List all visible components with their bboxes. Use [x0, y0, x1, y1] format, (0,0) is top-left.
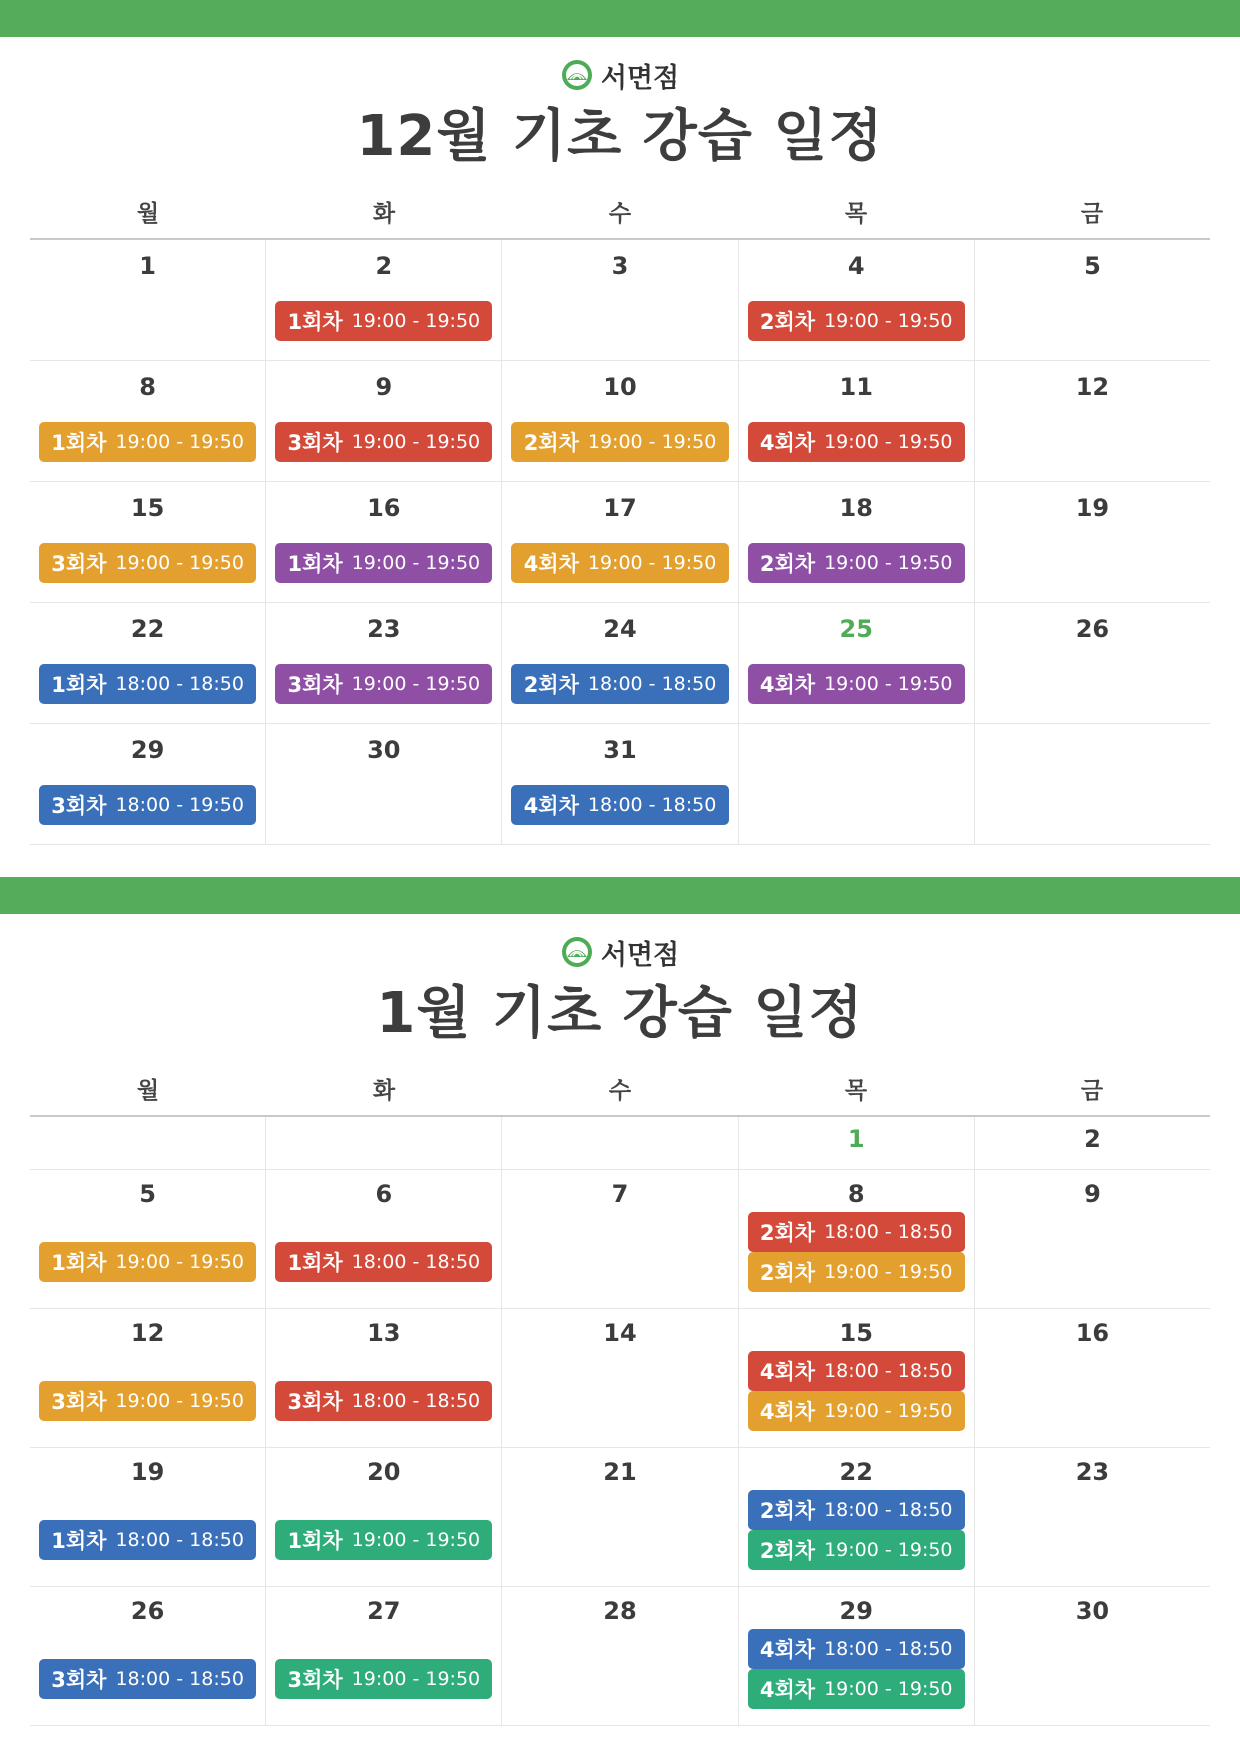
- session-badge[interactable]: [748, 1252, 965, 1292]
- day-cell: [30, 361, 266, 481]
- weekday-header: [30, 1067, 1210, 1117]
- day-cell: [502, 1170, 738, 1308]
- day-number: 14: [603, 1319, 637, 1347]
- session-number: 3회차: [287, 431, 343, 455]
- session-time: 19:00 - 19:50: [824, 552, 953, 574]
- day-cell: [739, 1448, 975, 1586]
- day-number: 21: [603, 1458, 637, 1486]
- session-number: 2회차: [759, 1221, 816, 1245]
- session-time: 18:00 - 18:50: [587, 794, 717, 816]
- day-cell: [30, 240, 266, 360]
- day-cell: [975, 1448, 1210, 1586]
- day-cell: [975, 603, 1210, 723]
- day-cell: [975, 1587, 1210, 1725]
- day-cell: [266, 1309, 502, 1447]
- session-badge[interactable]: [748, 301, 965, 341]
- store-name: 서면점: [600, 62, 680, 94]
- session-badge[interactable]: [39, 664, 256, 704]
- session-badge[interactable]: [748, 543, 965, 583]
- session-badge[interactable]: [39, 1242, 256, 1282]
- day-cell: [502, 724, 738, 844]
- session-badge[interactable]: [275, 1520, 492, 1560]
- day-cell: [266, 240, 502, 360]
- session-badge[interactable]: [748, 1669, 965, 1709]
- day-cell: [502, 482, 738, 602]
- session-number: 4회차: [759, 431, 816, 455]
- session-badge[interactable]: [39, 1659, 256, 1699]
- day-cell: [266, 724, 502, 844]
- day-cell: [502, 1117, 738, 1169]
- day-number: 6: [375, 1180, 393, 1208]
- day-cell: [266, 1170, 502, 1308]
- session-badge[interactable]: [511, 543, 728, 583]
- day-number: 8: [139, 373, 156, 401]
- day-number: 15: [130, 494, 165, 522]
- day-number: 30: [1075, 1597, 1110, 1625]
- day-cell: [266, 482, 502, 602]
- day-cell: [739, 1117, 975, 1169]
- weekday-label: 월: [136, 201, 160, 227]
- store-logo-icon: [561, 936, 593, 968]
- day-number: 19: [130, 1458, 165, 1486]
- day-cell: [30, 1448, 266, 1586]
- day-number: [30, 1117, 265, 1155]
- session-badge[interactable]: [275, 1659, 492, 1699]
- day-number: 5: [1084, 252, 1101, 280]
- calendar-grid: [30, 190, 1210, 845]
- session-time: 19:00 - 19:50: [587, 552, 717, 574]
- session-badge[interactable]: [511, 422, 728, 462]
- session-badge[interactable]: [39, 1381, 256, 1421]
- session-time: 19:00 - 19:50: [351, 552, 481, 574]
- session-number: 3회차: [51, 552, 107, 576]
- day-cell: [975, 1170, 1210, 1308]
- session-number: 2회차: [759, 1499, 816, 1523]
- day-number: [502, 1117, 737, 1155]
- day-number: 19: [1075, 494, 1110, 522]
- day-cell: [739, 482, 975, 602]
- store-name: 서면점: [600, 939, 680, 971]
- day-number: 24: [603, 615, 637, 643]
- day-cell: [30, 1170, 266, 1308]
- session-time: 18:00 - 18:50: [824, 1360, 953, 1382]
- session-number: 1회차: [51, 431, 107, 455]
- day-cell: [502, 1448, 738, 1586]
- session-number: 2회차: [523, 431, 579, 455]
- session-time: 19:00 - 19:50: [351, 673, 481, 695]
- day-number: 17: [603, 494, 637, 522]
- day-number: 29: [130, 736, 165, 764]
- day-number: 2: [375, 252, 393, 280]
- day-number: 30: [367, 736, 401, 764]
- weekday-label: 금: [1080, 201, 1104, 227]
- store-header: [0, 57, 1240, 93]
- session-time: 19:00 - 19:50: [824, 431, 953, 453]
- day-number: 7: [611, 1180, 629, 1208]
- day-cell: [739, 1587, 975, 1725]
- session-time: 19:00 - 19:50: [824, 1261, 953, 1283]
- session-number: 3회차: [287, 1668, 343, 1692]
- session-time: 19:00 - 19:50: [824, 1400, 953, 1422]
- session-time: 18:00 - 18:50: [115, 1668, 244, 1690]
- day-number: 18: [839, 494, 873, 522]
- session-number: 3회차: [287, 1390, 343, 1414]
- session-badge[interactable]: [275, 301, 492, 341]
- week-row: [30, 1587, 1210, 1726]
- session-number: 1회차: [287, 310, 343, 334]
- calendar-january: [0, 877, 1240, 1702]
- day-number: 20: [367, 1458, 401, 1486]
- week-row: [30, 724, 1210, 845]
- session-time: 19:00 - 19:50: [351, 1529, 481, 1551]
- session-time: 19:00 - 19:50: [115, 552, 244, 574]
- day-cell: [30, 1117, 266, 1169]
- weekday-label: 월: [136, 1078, 160, 1104]
- weekday-header: [30, 190, 1210, 240]
- session-number: 2회차: [759, 1261, 816, 1285]
- session-time: 18:00 - 18:50: [351, 1251, 481, 1273]
- calendar-title: 12월 기초 강습 일정: [356, 104, 884, 169]
- store-header: [0, 934, 1240, 970]
- session-badge[interactable]: [275, 1242, 492, 1282]
- day-number: 16: [367, 494, 401, 522]
- day-number: 25: [839, 615, 873, 643]
- day-cell: [502, 361, 738, 481]
- session-number: 1회차: [287, 552, 343, 576]
- session-badge[interactable]: [748, 664, 965, 704]
- session-time: 19:00 - 19:50: [824, 1539, 953, 1561]
- day-cell: [739, 724, 975, 844]
- session-time: 19:00 - 19:50: [824, 310, 953, 332]
- day-number: 27: [367, 1597, 401, 1625]
- day-cell: [975, 724, 1210, 844]
- day-number: 11: [839, 373, 873, 401]
- weekday-label: 금: [1080, 1078, 1104, 1104]
- session-number: 3회차: [51, 794, 107, 818]
- day-cell: [30, 1587, 266, 1725]
- weekday-label: 수: [608, 201, 632, 227]
- week-row: [30, 1170, 1210, 1309]
- session-badge[interactable]: [748, 1490, 965, 1530]
- week-row: [30, 240, 1210, 361]
- day-number: 2: [1084, 1125, 1101, 1153]
- weekday-label: 화: [372, 201, 396, 227]
- session-time: 18:00 - 18:50: [587, 673, 717, 695]
- day-number: 5: [139, 1180, 156, 1208]
- day-cell: [739, 1170, 975, 1308]
- day-number: 3: [611, 252, 629, 280]
- session-badge[interactable]: [511, 785, 728, 825]
- session-number: 4회차: [759, 1360, 816, 1384]
- session-number: 2회차: [759, 310, 816, 334]
- session-badge[interactable]: [748, 422, 965, 462]
- day-number: 9: [1084, 1180, 1101, 1208]
- session-time: 18:00 - 18:50: [115, 1529, 244, 1551]
- session-time: 19:00 - 19:50: [351, 310, 481, 332]
- weekday-label: 목: [844, 1078, 868, 1104]
- day-number: 26: [130, 1597, 165, 1625]
- session-badge[interactable]: [275, 664, 492, 704]
- weekday-label: 화: [372, 1078, 396, 1104]
- session-badge[interactable]: [275, 1381, 492, 1421]
- session-badge[interactable]: [39, 1520, 256, 1560]
- session-time: 18:00 - 18:50: [824, 1638, 953, 1660]
- day-cell: [266, 1587, 502, 1725]
- week-row: [30, 1309, 1210, 1448]
- day-number: 1: [847, 1125, 865, 1153]
- session-time: 19:00 - 19:50: [824, 673, 953, 695]
- day-number: [975, 724, 1210, 766]
- session-time: 18:00 - 18:50: [824, 1499, 953, 1521]
- session-time: 19:00 - 19:50: [824, 1678, 953, 1700]
- day-number: 15: [839, 1319, 873, 1347]
- day-cell: [502, 240, 738, 360]
- day-cell: [502, 1587, 738, 1725]
- day-cell: [975, 240, 1210, 360]
- session-number: 4회차: [759, 1678, 816, 1702]
- session-time: 19:00 - 19:50: [351, 1668, 481, 1690]
- session-badge[interactable]: [39, 543, 256, 583]
- session-time: 18:00 - 18:50: [824, 1221, 953, 1243]
- week-row: [30, 361, 1210, 482]
- session-time: 19:00 - 19:50: [351, 431, 481, 453]
- session-badge[interactable]: [748, 1351, 965, 1391]
- day-cell: [975, 1117, 1210, 1169]
- calendar-title: 1월 기초 강습 일정: [376, 981, 864, 1046]
- day-number: 13: [367, 1319, 401, 1347]
- day-number: 12: [130, 1319, 165, 1347]
- store-logo-icon: [561, 59, 593, 91]
- day-number: 8: [847, 1180, 865, 1208]
- day-cell: [30, 482, 266, 602]
- day-cell: [502, 603, 738, 723]
- day-cell: [739, 361, 975, 481]
- weekday-label: 수: [608, 1078, 632, 1104]
- week-row: [30, 1448, 1210, 1587]
- session-number: 4회차: [523, 794, 579, 818]
- day-cell: [502, 1309, 738, 1447]
- day-cell: [739, 603, 975, 723]
- day-number: 22: [839, 1458, 873, 1486]
- day-number: 1: [139, 252, 156, 280]
- day-number: 28: [603, 1597, 637, 1625]
- session-badge[interactable]: [748, 1391, 965, 1431]
- session-number: 1회차: [287, 1251, 343, 1275]
- day-cell: [30, 1309, 266, 1447]
- session-badge[interactable]: [748, 1212, 965, 1252]
- header-bar: [0, 877, 1240, 914]
- weekday-label: 목: [844, 201, 868, 227]
- session-badge[interactable]: [275, 422, 492, 462]
- week-row: [30, 1117, 1210, 1170]
- day-number: 23: [1075, 1458, 1110, 1486]
- day-number: 31: [603, 736, 637, 764]
- day-number: 16: [1075, 1319, 1110, 1347]
- session-number: 1회차: [51, 673, 107, 697]
- session-badge[interactable]: [39, 422, 256, 462]
- session-number: 4회차: [759, 1400, 816, 1424]
- day-cell: [739, 240, 975, 360]
- header-bar: [0, 0, 1240, 37]
- session-badge[interactable]: [748, 1530, 965, 1570]
- day-cell: [975, 361, 1210, 481]
- session-number: 1회차: [51, 1251, 107, 1275]
- day-number: 23: [367, 615, 401, 643]
- session-time: 18:00 - 18:50: [351, 1390, 481, 1412]
- day-number: [266, 1117, 501, 1155]
- session-number: 2회차: [759, 552, 816, 576]
- session-number: 3회차: [51, 1668, 107, 1692]
- day-number: 29: [839, 1597, 873, 1625]
- session-badge[interactable]: [275, 543, 492, 583]
- day-number: [739, 724, 974, 766]
- day-cell: [266, 361, 502, 481]
- session-number: 3회차: [287, 673, 343, 697]
- session-number: 1회차: [287, 1529, 343, 1553]
- week-row: [30, 482, 1210, 603]
- day-cell: [975, 1309, 1210, 1447]
- day-number: 4: [847, 252, 865, 280]
- session-badge[interactable]: [748, 1629, 965, 1669]
- session-badge[interactable]: [511, 664, 728, 704]
- week-row: [30, 603, 1210, 724]
- day-number: 26: [1075, 615, 1110, 643]
- day-number: 9: [375, 373, 393, 401]
- day-cell: [30, 603, 266, 723]
- session-time: 18:00 - 18:50: [115, 673, 244, 695]
- session-time: 18:00 - 19:50: [115, 794, 244, 816]
- calendar-december: [0, 0, 1240, 818]
- session-number: 2회차: [759, 1539, 816, 1563]
- day-cell: [266, 603, 502, 723]
- session-number: 1회차: [51, 1529, 107, 1553]
- session-time: 19:00 - 19:50: [115, 431, 244, 453]
- session-badge[interactable]: [39, 785, 256, 825]
- session-number: 2회차: [523, 673, 579, 697]
- session-number: 3회차: [51, 1390, 107, 1414]
- session-time: 19:00 - 19:50: [587, 431, 717, 453]
- day-cell: [266, 1117, 502, 1169]
- day-number: 10: [603, 373, 637, 401]
- day-number: 12: [1075, 373, 1110, 401]
- calendar-grid: [30, 1067, 1210, 1726]
- session-time: 19:00 - 19:50: [115, 1390, 244, 1412]
- session-time: 19:00 - 19:50: [115, 1251, 244, 1273]
- day-cell: [30, 724, 266, 844]
- session-number: 4회차: [759, 673, 816, 697]
- session-number: 4회차: [759, 1638, 816, 1662]
- day-number: 22: [130, 615, 165, 643]
- day-cell: [975, 482, 1210, 602]
- day-cell: [266, 1448, 502, 1586]
- day-cell: [739, 1309, 975, 1447]
- session-number: 4회차: [523, 552, 579, 576]
